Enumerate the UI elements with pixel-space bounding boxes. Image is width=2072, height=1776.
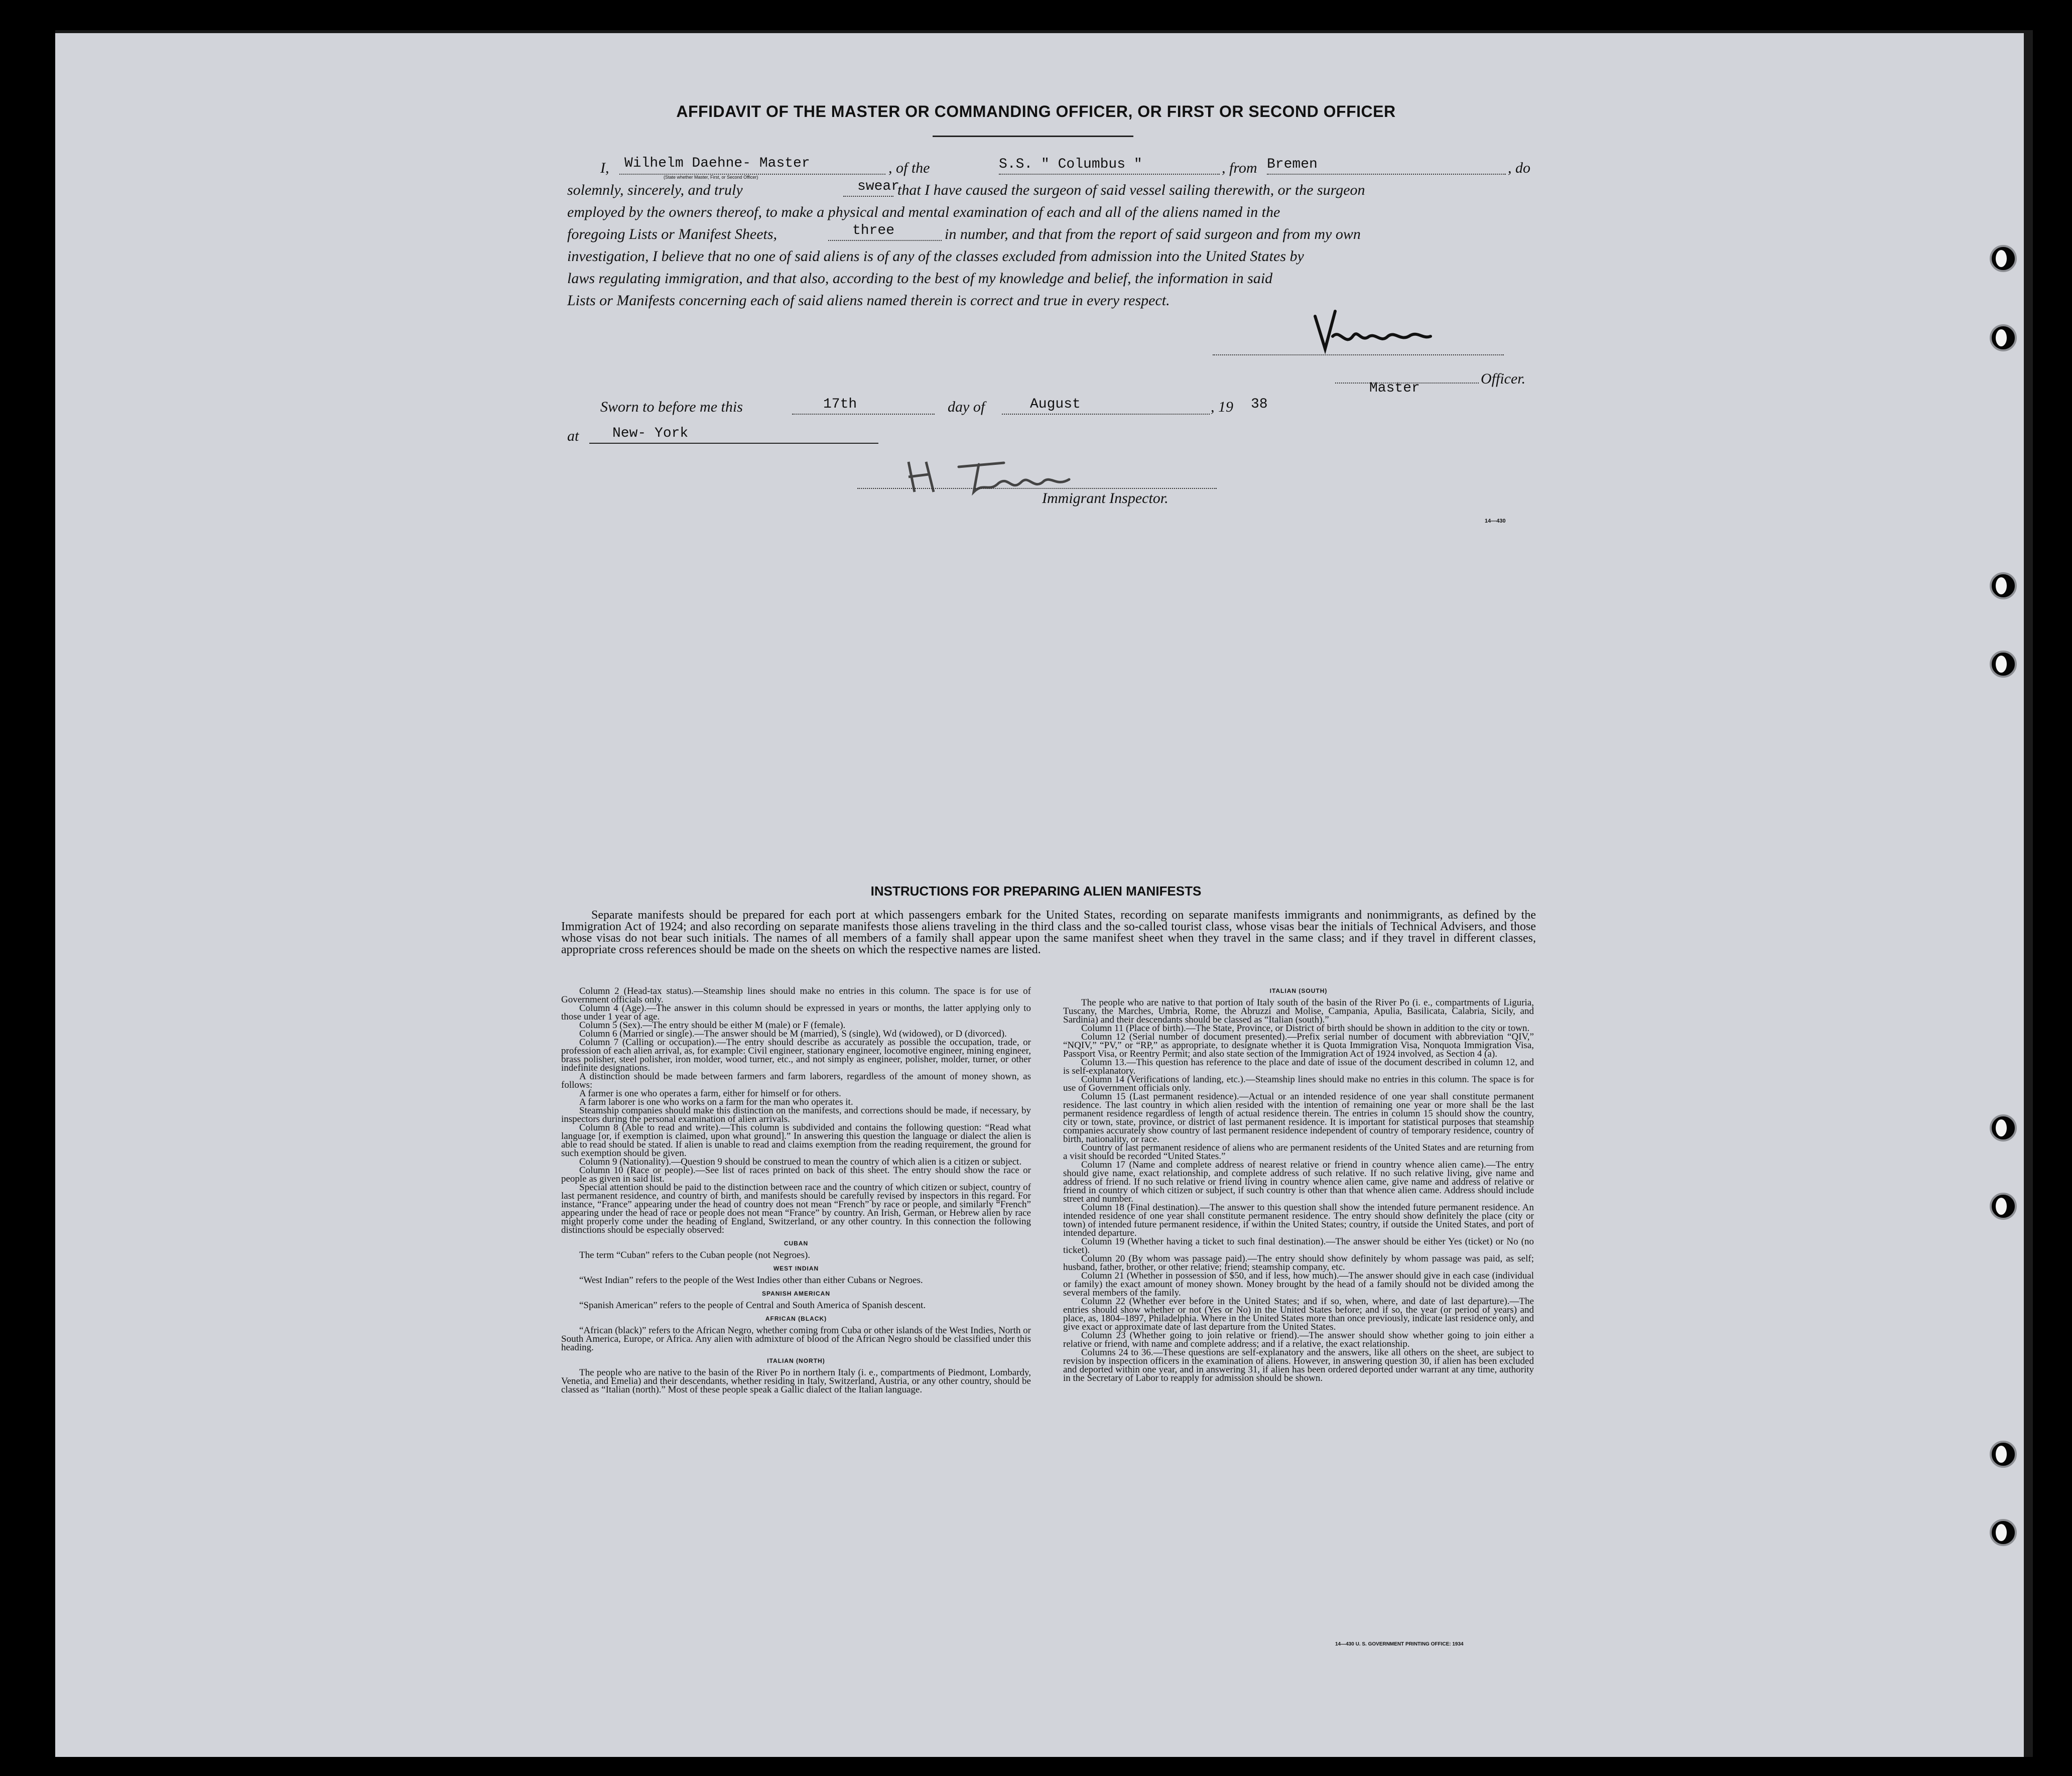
affidavit-line-4a: foregoing Lists or Manifest Sheets, [567, 226, 778, 242]
name-note: (State whether Master, First, or Second Officer) [664, 175, 758, 180]
paragraph: A farmer is one who operates a farm, either for himself or for others. [579, 1088, 841, 1099]
paragraph: The term “Cuban” refers to the Cuban people (not Negroes). [579, 1250, 811, 1260]
affidavit-line-6: laws regulating immigration, and that also, according to the best of my knowledge and belief, the information in said [567, 270, 1273, 287]
instructions-intro: Separate manifests should be prepared for each port at which passengers embark for the United States, recording on separate manifests immigrants and nonimmigrants, as defined by the Immigration Act of 1924; and also recording on separate manifests those aliens traveling in the third class and the so-called tourist class, whose visas bear the initials of Technical Advisers, and those whose visas do not bear such initials. The names of all members of a family shall appear upon the same manifest sheet when they travel in the same class; and if they travel in different classes, appropriate cross references should be made on the sheets on which the respective names are listed. [561, 909, 1536, 956]
paragraph: Column 9 (Nationality).—Question 9 should be construed to mean the country of which alien is a citizen or subject. [579, 1157, 1022, 1167]
paragraph: The people who are native to that portion of Italy south of the basin of the River Po (i. e., compartments of Liguria, Tuscany, the Marches, Umbria, Rome, the Abruzzi and Molise, Campania, Apulia, Basilicata, Calabria, Sicily, and Sardinia) and their descendants should be classed as “Italian (south).” [1063, 997, 1534, 1025]
ship-name-field: S.S. " Columbus " [999, 157, 1142, 172]
instructions-left-column [561, 987, 1031, 1394]
paragraph: Column 2 (Head-tax status).—Steamship lines should make no entries in this column. The space is for use of Government officials only. [561, 986, 1031, 1005]
paragraph: The people who are native to the basin of the River Po in northern Italy (i. e., compartments of Piedmont, Lombardy, Venetia, and Emelia) and their descendants, whether residing in Italy, Switzerland, Austria, or any other country, should be classed as “Italian (north).” Most of these people speak a Gallic dialect of the Italian language. [561, 1367, 1031, 1395]
paragraph: Column 8 (Able to read and write).—This column is subdivided and contains the following question: “Read what language [or, if exemption is claimed, upon what ground].” In answering this question the language or dialect the alien is able to read should be stated. If alien is unable to read and claims exemption from the reading requirement, the ground for such exemption should be given. [561, 1122, 1031, 1159]
paragraph: Columns 24 to 36.—These questions are self-explanatory and the answers, like all others on the sheet, are subject to revision by inspection officers in the examination of aliens. However, in answering question 30, if alien has been excluded and deported within one year, and in answering 31, if alien has been ordered deported under warrant at any time, authority in the Secretary of Labor to reapply for admission should be shown. [1063, 1347, 1534, 1383]
heading-italian-south: ITALIAN (SOUTH) [1269, 987, 1328, 994]
paragraph: Column 20 (By whom was passage paid).—The entry should show definitely by whom passage was paid, as self; husband, father, brother, or other relative; friend; steamship company, etc. [1063, 1253, 1534, 1273]
place-field: New- York [612, 426, 689, 441]
heading-west-indian: WEST INDIAN [773, 1265, 819, 1272]
sworn-label: Sworn to before me this [600, 399, 743, 415]
paragraph: Column 21 (Whether in possession of $50, and if less, how much).—The answer should give in each case (individual or family) the exact amount of money shown. Money brought by the head of a family should not be divided among the several members of the family. [1063, 1271, 1534, 1298]
paragraph: Column 15 (Last permanent residence).—Actual or an intended residence of one year shall constitute permanent residence. The last country in which alien resided with the intention of remaining one year or more shall be the last permanent residence regardless of length of actual residence therein. The entries in column 15 should show the country, city or town, state, province, or district of last permanent residence. It is important for statistical purposes that steamship companies accurately show country of last permanent residence independent of country of temporary residence, country of birth, nationality, or race. [1063, 1091, 1534, 1145]
heading-african: AFRICAN (BLACK) [765, 1315, 827, 1322]
paragraph: Steamship companies should make this distinction on the manifests, and corrections should be made, if necessary, by inspectors during the personal examination of alien arrivals. [561, 1105, 1031, 1124]
paragraph: A farm laborer is one who works on a farm for the man who operates it. [579, 1097, 853, 1107]
affidavit-line-2b: that I have caused the surgeon of said vessel sailing therewith, or the surgeon [897, 182, 1365, 198]
affidavit-line-2a: solemnly, sincerely, and truly [567, 182, 743, 198]
form-number: 14—430 [1485, 518, 1506, 524]
day-of-label: day of [948, 399, 985, 415]
paragraph: A distinction should be made between farmers and farm laborers, regardless of the amount of money shown, as follows: [561, 1071, 1031, 1090]
paragraph: Column 13.—This question has reference to the place and date of issue of the document described in column 12, and is self-explanatory. [1063, 1057, 1534, 1076]
month-field: August [1030, 397, 1081, 412]
affidavit-title: AFFIDAVIT OF THE MASTER OR COMMANDING OFFICER, OR FIRST OR SECOND OFFICER [676, 102, 1396, 120]
instructions-right-column [1063, 987, 1534, 1382]
paragraph: Column 6 (Married or single).—The answer should be M (married), S (single), Wd (widowed), or D (divorced). [579, 1029, 1007, 1039]
word-i: I, [600, 160, 609, 176]
heading-italian-north: ITALIAN (NORTH) [767, 1357, 825, 1364]
paragraph: Column 12 (Serial number of document presented).—Prefix serial number of document with abbreviation “QIV,” “NQIV,” “PV,” or “RP,” as appropriate, to designate whether it is Quota Immigration Visa, Nonquota Immigration Visa, Passport Visa, or Reentry Permit; and also state section of the Immigration Act of 1924 involved, as Section 4 (a). [1063, 1032, 1534, 1059]
paragraph: Column 22 (Whether ever before in the United States; and if so, when, where, and date of last departure).—The entries should show whether or not (Yes or No) in the United States before; and if so, the year (or period of years) and place, as, 1804–1897, Philadelphia. Where in the United States more than once previously, indicate last residence only, and give exact or approximate date of last departure from the United States. [1063, 1296, 1534, 1332]
oath-field: swear [857, 179, 900, 194]
master-name-field: Wilhelm Daehne- Master [624, 156, 810, 171]
paragraph: Special attention should be paid to the distinction between race and the country of which citizen or subject, country of last permanent residence, and country of birth, and manifests should be carefully revised by inspectors in this regard. For instance, “France” appearing under the head of country does not mean “French” by race or people, and similarly “French” appearing under the head of race or people does not mean “France” by country. An Irish, German, or Hebrew alien by race might properly come under the heading of England, Switzerland, or any other country. In this connection the following distinctions should be especially observed: [561, 1182, 1031, 1235]
paragraph: Column 4 (Age).—The answer in this column should be expressed in years or months, the latter applying only to those under 1 year of age. [561, 1003, 1031, 1022]
affidavit-line-4b: in number, and that from the report of said surgeon and from my own [945, 226, 1361, 242]
inspector-label: Immigrant Inspector. [1042, 490, 1169, 506]
paragraph: Column 19 (Whether having a ticket to such final destination).—The answer should be either Yes (ticket) or No (no ticket). [1063, 1236, 1534, 1255]
paragraph: Column 14 (Verifications of landing, etc.).—Steamship lines should make no entries in this column. The space is for use of Government officials only. [1063, 1074, 1534, 1093]
affidavit-line-5: investigation, I believe that no one of said aliens is of any of the classes excluded from admission into the United States by [567, 248, 1304, 265]
at-label: at [567, 428, 579, 444]
affidavit-line-3: employed by the owners thereof, to make a physical and mental examination of each and all of the aliens named in the [567, 204, 1280, 220]
paragraph: “Spanish American” refers to the people of Central and South America of Spanish descent. [579, 1300, 926, 1311]
year-prefix: , 19 [1211, 399, 1233, 415]
year-field: 38 [1251, 397, 1268, 412]
paragraph: Column 7 (Calling or occupation).—The entry should describe as accurately as possible the occupation, trade, or profession of each alien arrival, as, for example: Civil engineer, stationary engineer, locomotive engineer, mining engineer, brass polisher, steel polisher, iron molder, wood turner, etc., and not simply as engineer, polisher, molder, turner, or other indefinite designations. [561, 1037, 1031, 1073]
sheet-count-field: three [852, 223, 895, 238]
paragraph: “African (black)” refers to the African Negro, whether coming from Cuba or other islands of the West Indies, North or South America, Europe, or Africa. Any alien with admixture of blood of the African Negro should be classified under this heading. [561, 1325, 1031, 1353]
from-label: , from [1222, 160, 1257, 176]
affidavit-line-7: Lists or Manifests concerning each of said aliens named therein is correct and true in every respect. [567, 292, 1170, 309]
port-field: Bremen [1267, 157, 1318, 172]
printing-office-footer: 14—430 U. S. GOVERNMENT PRINTING OFFICE: 1934 [1335, 1641, 1464, 1647]
day-field: 17th [823, 397, 857, 412]
officer-label: Officer. [1481, 370, 1526, 387]
paragraph: Column 18 (Final destination).—The answer to this question shall show the intended future permanent residence. An intended residence of one year shall constitute permanent residence. The entry should show definitely the place (city or town) of intended future permanent residence, if within the United States; country, if outside the United States, and port of intended departure. [1063, 1202, 1534, 1238]
paragraph: Country of last permanent residence of aliens who are permanent residents of the United States and are returning from a visit should be recorded “United States.” [1063, 1143, 1534, 1162]
heading-cuban: CUBAN [784, 1240, 809, 1247]
paragraph: Column 23 (Whether going to join relative or friend).—The answer should show whether going to join either a relative or friend, with name and complete address; and if a relative, the exact relationship. [1063, 1330, 1534, 1349]
rank-field: Master [1369, 380, 1420, 396]
do-label: , do [1508, 160, 1530, 176]
paragraph: “West Indian” refers to the people of the West Indies other than either Cubans or Negroes. [579, 1275, 923, 1286]
of-the-label: , of the [888, 160, 930, 176]
heading-spanish-american: SPANISH AMERICAN [761, 1290, 830, 1297]
instructions-title: INSTRUCTIONS FOR PREPARING ALIEN MANIFESTS [870, 883, 1202, 899]
paragraph: Column 17 (Name and complete address of nearest relative or friend in country whence alien came).—The entry should give name, exact relationship, and complete address of such relative. If no such relative living, give name and address of friend. If no such relative or friend living in country whence alien came, give name and address of relative or friend in country of which citizen or subject, if such country is other than that whence alien came. Address should include street and number. [1063, 1160, 1534, 1204]
paragraph: Column 11 (Place of birth).—The State, Province, or District of birth should be shown in addition to the city or town. [1081, 1023, 1530, 1034]
paragraph: Column 10 (Race or people).—See list of races printed on back of this sheet. The entry should show the race or people as given in said list. [561, 1165, 1031, 1184]
paragraph: Column 5 (Sex).—The entry should be either M (male) or F (female). [579, 1020, 846, 1031]
